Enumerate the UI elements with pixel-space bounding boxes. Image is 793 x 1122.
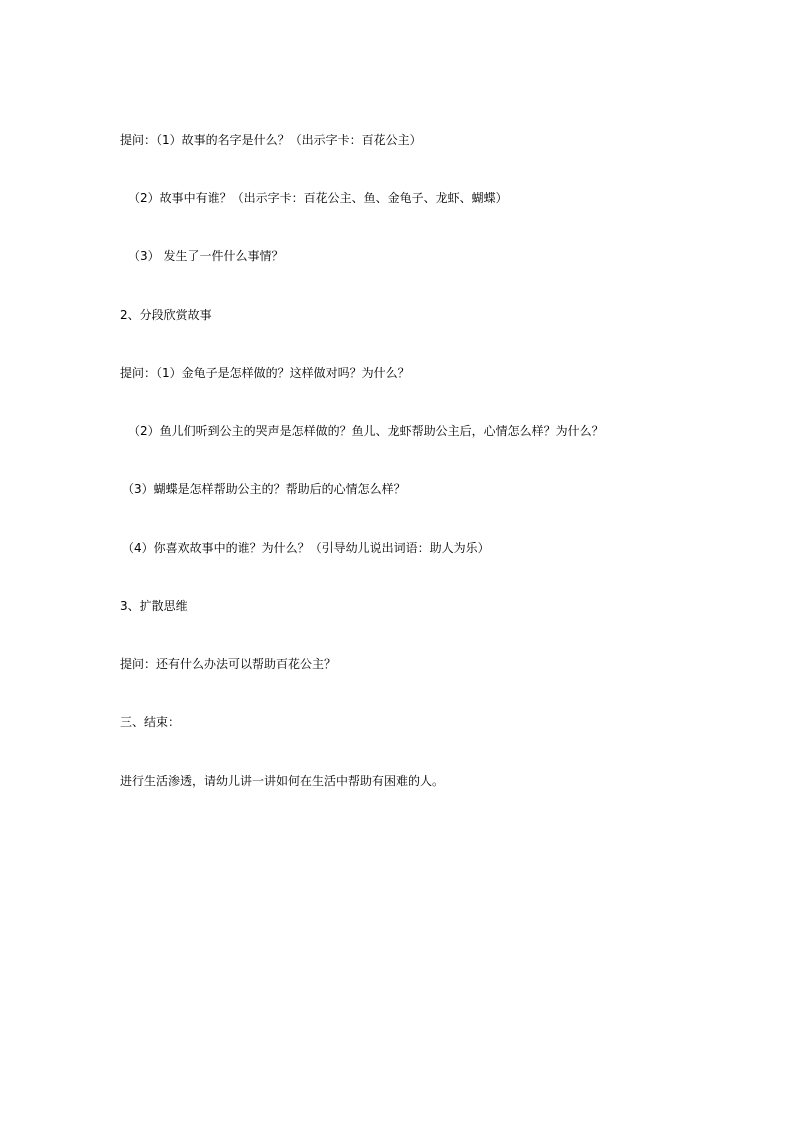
question-story-characters: （2）故事中有谁？（出示字卡：百花公主、鱼、金龟子、龙虾、蝴蝶） bbox=[128, 191, 508, 205]
question-butterfly: （3）蝴蝶是怎样帮助公主的？帮助后的心情怎么样？ bbox=[122, 482, 406, 496]
question-story-name: 提问：（1）故事的名字是什么？（出示字卡：百花公主） bbox=[120, 133, 422, 147]
question-favorite: （4）你喜欢故事中的谁？为什么？（引导幼儿说出词语：助人为乐） bbox=[122, 541, 490, 555]
question-other-ways: 提问：还有什么办法可以帮助百花公主？ bbox=[120, 657, 337, 671]
section-heading-conclusion: 三、结束： bbox=[120, 715, 181, 729]
question-fish: （2）鱼儿们听到公主的哭声是怎样做的？鱼儿、龙虾帮助公主后，心情怎么样？为什么？ bbox=[128, 424, 604, 438]
question-beetle: 提问：（1）金龟子是怎样做的？这样做对吗？为什么？ bbox=[120, 366, 410, 380]
section-heading-3: 3、扩散思维 bbox=[120, 599, 188, 613]
section-heading-2: 2、分段欣赏故事 bbox=[120, 308, 212, 322]
conclusion-text: 进行生活渗透，请幼儿讲一讲如何在生活中帮助有困难的人。 bbox=[120, 774, 445, 788]
question-what-happened: （3） 发生了一件什么事情？ bbox=[128, 249, 284, 263]
